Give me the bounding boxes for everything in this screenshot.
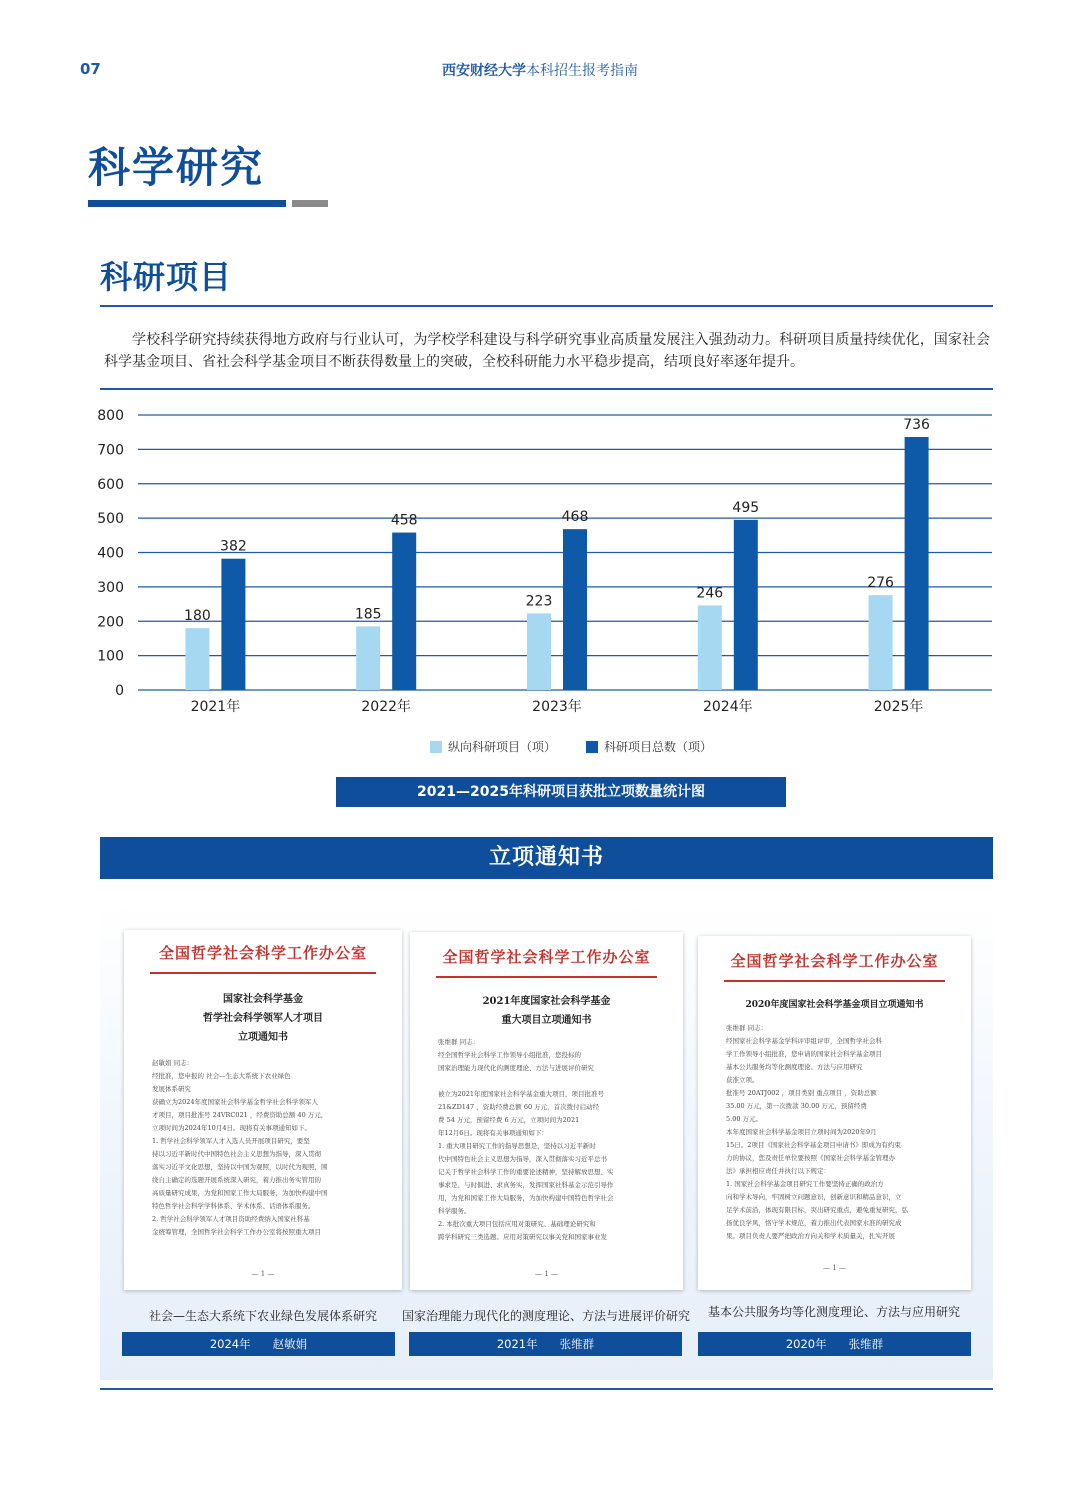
doc-red-rule [724, 980, 945, 982]
doc-heading-line: 重大项目立项通知书 [501, 1015, 592, 1026]
bar-total [734, 520, 758, 690]
doc-heading-line: 哲学社会科学领军人才项目 [203, 1013, 323, 1024]
doc-line: 金统筹管理，全国哲学社会科学工作办公室将按照重大项目 [152, 1228, 321, 1236]
doc-heading [124, 990, 402, 1047]
bar-vertical [527, 613, 551, 690]
doc-line: 科学服务。 [438, 1207, 471, 1215]
notice-document-3 [698, 936, 971, 1290]
section-rule-bottom [100, 388, 993, 390]
data-label: 185 [354, 606, 382, 623]
doc-line: 35.00 万元，第一次拨款 30.00 万元，预留经费 [726, 1102, 867, 1110]
legend-swatch-vertical [430, 741, 442, 753]
doc-line: 绕自主确定的选题开展系统深入研究，着力推出务实管用的 [152, 1176, 321, 1184]
doc-caption-3: 基本公共服务均等化测度理论、方法与应用研究 [707, 1305, 960, 1319]
doc-tag-person: 赵敏娟 [272, 1337, 308, 1351]
doc-office-header: 全国哲学社会科学工作办公室 [442, 948, 651, 966]
doc-tag-person: 张维群 [559, 1337, 595, 1351]
doc-line: 足学术前沿，体现有限目标，突出研究重点，避免重复研究，弘 [726, 1206, 908, 1214]
doc-body [726, 1022, 947, 1243]
main-title: 科学研究 [88, 143, 265, 192]
doc-heading-line: 国家社会科学基金 [223, 994, 303, 1005]
doc-line: 2. 本批次重大项目包括应用对策研究、基础理论研究和 [438, 1220, 596, 1228]
doc-heading-line: 2021年度国家社会科学基金 [482, 996, 611, 1007]
bar-total [563, 529, 587, 690]
bar-total [905, 437, 929, 690]
doc-tag-3 [698, 1332, 971, 1356]
bar-chart-svg [90, 400, 1000, 730]
bar-total [392, 533, 416, 690]
doc-line: 经国家社会科学基金学科评审组评审，全国哲学社会科 [726, 1037, 882, 1045]
doc-caption-2: 国家治理能力现代化的测度理论、方法与进展评价研究 [402, 1309, 691, 1323]
doc-page-number: — 1 — [535, 1270, 558, 1278]
bar-chart [90, 400, 1000, 730]
doc-tag-person: 张维群 [848, 1337, 884, 1351]
doc-line: 果。项目负责人要严把政治方向关和学术质量关，扎实开展 [726, 1232, 895, 1240]
y-tick-label: 200 [97, 614, 124, 631]
doc-line: 赵敏娟 同志： [152, 1059, 194, 1067]
chart-legend [430, 738, 712, 755]
doc-line: 学工作领导小组批准，您申请的国家社会科学基金项目 [726, 1050, 882, 1058]
doc-red-rule [150, 972, 376, 974]
doc-line: 跨学科研究三类选题。应用对策研究以事关党和国家事业发 [438, 1233, 607, 1241]
bar-vertical [356, 626, 380, 690]
x-tick-label: 2024年 [702, 699, 753, 715]
doc-tag-year: 2024年 [209, 1337, 251, 1351]
data-label: 468 [561, 509, 589, 526]
doc-line: 获准立项。 [726, 1076, 759, 1084]
doc-line: 15日。2项目《国家社会科学基金项目申请书》即成为有约束 [726, 1141, 901, 1149]
doc-line: 力的协议，您及责任单位要按照《国家社会科学基金管理办 [726, 1154, 895, 1162]
doc-red-rule [436, 976, 657, 978]
bar-vertical [869, 595, 893, 690]
legend-item-total [586, 738, 712, 755]
doc-tag-year: 2020年 [785, 1337, 827, 1351]
doc-body [152, 1057, 378, 1239]
doc-tag-year: 2021年 [496, 1337, 538, 1351]
legend-label-total: 科研项目总数（项） [604, 740, 713, 754]
doc-line: 才项目，项目批准号 24VRC021 ，经费资助总额 40 万元， [152, 1111, 328, 1119]
page-number: 07 [80, 60, 101, 78]
data-label: 246 [696, 585, 724, 602]
doc-page-number: — 1 — [823, 1264, 846, 1272]
doc-line: 本年度国家社会科学基金项目立项时间为2020年9月 [726, 1128, 877, 1136]
y-tick-label: 700 [97, 442, 124, 459]
y-tick-label: 0 [115, 683, 124, 699]
doc-tag-2 [409, 1332, 682, 1356]
x-tick-label: 2022年 [361, 699, 412, 715]
doc-line: 落实习近平文化思想，坚持以中国为观照，以时代为观照，围 [152, 1163, 328, 1171]
doc-line: 5.00 万元。 [726, 1115, 763, 1123]
section-title: 科研项目 [100, 258, 233, 296]
doc-line: 用，为党和国家工作大局服务，为加快构建中国特色哲学社会 [438, 1194, 614, 1202]
doc-line: 记关于哲学社会科学工作的重要论述精神，坚持解放思想、实 [438, 1168, 614, 1176]
header-title [0, 60, 1080, 80]
doc-body [438, 1036, 659, 1244]
doc-line: 国家治理能力现代化的测度理论、方法与进展评价研究 [438, 1064, 594, 1072]
doc-office-header: 全国哲学社会科学工作办公室 [730, 952, 939, 970]
doc-heading-line: 立项通知书 [238, 1032, 288, 1043]
y-tick-label: 800 [97, 408, 124, 424]
main-title-underline [88, 200, 286, 207]
section-rule-top [100, 305, 993, 307]
bar-total [221, 559, 245, 690]
doc-line: 发展体系研究 [152, 1085, 191, 1093]
data-label: 736 [903, 417, 930, 433]
data-label: 180 [184, 608, 211, 625]
doc-line: 批准号 20ATJ002 ，项目类别 重点项目 ，资助总额 [726, 1089, 877, 1097]
section-intro: 学校科学研究持续获得地方政府与行业认可，为学校学科建设与科学研究事业高质量发展注入强劲动力。科研项目质量持续优化，国家社会科学基金项目、省社会科学基金项目不断获得数量上的突破，全校科研能力水平稳步提高，结项良好率逐年提升。 [104, 332, 990, 370]
legend-label-vertical: 纵向科研项目（项） [448, 740, 557, 754]
doc-line [438, 1075, 659, 1088]
doc-line: 费 54 万元，预留经费 6 万元，立项时间为2021 [438, 1116, 580, 1124]
doc-heading-line: 2020年度国家社会科学基金项目立项通知书 [745, 1000, 924, 1010]
doc-line: 经全国哲学社会科学工作领导小组批准，您投标的 [438, 1051, 581, 1059]
y-tick-label: 100 [97, 648, 124, 665]
doc-tag-1 [122, 1332, 395, 1356]
header-school: 西安财经大学 [442, 63, 526, 79]
doc-line: 特色哲学社会科学学科体系、学术体系、话语体系服务。 [152, 1202, 315, 1210]
data-label: 382 [220, 538, 247, 555]
main-title-underline-accent [292, 200, 328, 207]
bar-vertical [698, 605, 722, 690]
doc-line: 持以习近平新时代中国特色社会主义思想为指导，深入贯彻 [152, 1150, 321, 1158]
doc-line: 1. 哲学社会科学领军人才入选人员开展项目研究，要坚 [152, 1137, 310, 1145]
bottom-rule [100, 1388, 993, 1390]
doc-line: 1. 国家社会科学基金项目研究工作要坚持正确的政治方 [726, 1180, 884, 1188]
doc-line: 经批准，您申报的 社会—生态大系统下农业绿色 [152, 1072, 291, 1080]
doc-line: 张维群 同志： [438, 1038, 480, 1046]
x-tick-label: 2021年 [190, 699, 241, 715]
y-tick-label: 500 [97, 511, 124, 528]
y-tick-label: 400 [97, 545, 124, 562]
doc-line: 法》承担相应责任并执行以下规定： [726, 1167, 830, 1175]
doc-line: 2. 哲学社会科学领军人才项目资助经费纳入国家社科基 [152, 1215, 310, 1223]
legend-item-vertical [430, 738, 556, 755]
doc-line: 扬优良学风，恪守学术规范，着力推出代表国家水准的研究成 [726, 1219, 902, 1227]
doc-line: 被立为2021年度国家社会科学基金重大项目，项目批准号 [438, 1090, 605, 1098]
data-label: 223 [525, 593, 553, 610]
bar-vertical [185, 628, 209, 690]
doc-caption-1: 社会—生态大系统下农业绿色发展体系研究 [148, 1309, 377, 1323]
doc-line: 21&ZD147 ，资助经费总额 60 万元，首次拨付启动经 [438, 1103, 600, 1111]
doc-line: 代中国特色社会主义思想为指导，深入贯彻落实习近平总书 [438, 1155, 607, 1163]
notice-document-1 [124, 930, 402, 1290]
doc-office-header: 全国哲学社会科学工作办公室 [158, 944, 367, 962]
doc-heading [698, 996, 971, 1015]
doc-line: 张维群 同志： [726, 1024, 768, 1032]
x-tick-label: 2023年 [532, 699, 582, 715]
data-label: 458 [390, 512, 418, 529]
data-label: 495 [732, 499, 760, 516]
x-tick-label: 2025年 [873, 699, 924, 715]
doc-line: 年12月6日。现将有关事项通知如下： [438, 1129, 548, 1137]
y-tick-label: 300 [97, 579, 124, 596]
notice-document-2 [410, 932, 683, 1290]
doc-line: 获确立为2024年度国家社会科学基金哲学社会科学领军人 [152, 1098, 319, 1106]
doc-line: 高质量研究成果，为党和国家工作大局服务，为加快构建中国 [152, 1189, 328, 1197]
doc-line: 基本公共服务均等化测度理论、方法与应用研究 [726, 1063, 863, 1071]
doc-heading [410, 992, 683, 1030]
doc-page-number: — 1 — [251, 1270, 275, 1278]
notice-banner: 立项通知书 [100, 837, 993, 879]
chart-caption: 2021—2025年科研项目获批立项数量统计图 [336, 777, 786, 807]
data-label: 276 [867, 575, 894, 592]
doc-line: 1. 重大项目研究工作的指导思想是，坚持以习近平新时 [438, 1142, 596, 1150]
header-guide: 本科招生报考指南 [526, 63, 638, 79]
doc-line: 事求是、与时俱进、求真务实，发挥国家社科基金示范引导作 [438, 1181, 614, 1189]
y-tick-label: 600 [97, 476, 124, 493]
doc-line: 向和学术导向，牢固树立问题意识，创新意识和精品意识，立 [726, 1193, 902, 1201]
doc-line: 立项时间为2024年10月4日。现将有关事项通知如下。 [152, 1124, 311, 1132]
legend-swatch-total [586, 741, 598, 753]
